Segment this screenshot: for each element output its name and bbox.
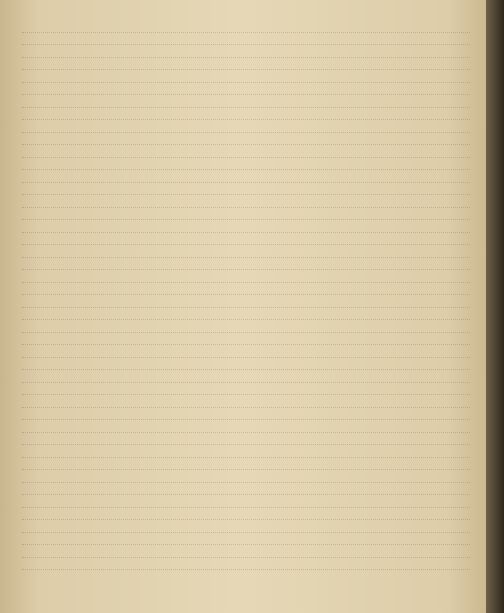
listing-line xyxy=(22,345,470,358)
listing-line xyxy=(22,408,470,421)
listing-line xyxy=(22,95,470,108)
listing-line xyxy=(22,545,470,558)
listing-line xyxy=(22,83,470,96)
listing-line xyxy=(22,70,470,83)
listing-line xyxy=(22,308,470,321)
listing-line xyxy=(22,570,470,575)
listing-line xyxy=(22,320,470,333)
listing-line xyxy=(22,283,470,296)
listing-line xyxy=(22,508,470,521)
listing-line xyxy=(22,220,470,233)
listing-line xyxy=(22,470,470,483)
listing-line xyxy=(22,270,470,283)
listing-line xyxy=(22,258,470,271)
listing-line xyxy=(22,183,470,196)
listing-line xyxy=(22,58,470,71)
listing-line xyxy=(22,145,470,158)
listing-line xyxy=(22,495,470,508)
listing-line xyxy=(22,358,470,371)
book-listing xyxy=(22,20,470,575)
listing-line xyxy=(22,33,470,46)
listing-line xyxy=(22,558,470,571)
listing-line xyxy=(22,170,470,183)
listing-line xyxy=(22,370,470,383)
listing-line xyxy=(22,158,470,171)
listing-line xyxy=(22,45,470,58)
listing-line xyxy=(22,520,470,533)
listing-line xyxy=(22,533,470,546)
listing-line xyxy=(22,120,470,133)
listing-line xyxy=(22,195,470,208)
listing-line xyxy=(22,208,470,221)
listing-line xyxy=(22,108,470,121)
page-edge-shadow xyxy=(486,0,504,613)
listing-line xyxy=(22,383,470,396)
listing-line xyxy=(22,233,470,246)
listing-line xyxy=(22,20,470,33)
listing-line xyxy=(22,295,470,308)
listing-line xyxy=(22,395,470,408)
listing-line xyxy=(22,445,470,458)
listing-line xyxy=(22,458,470,471)
listing-line xyxy=(22,433,470,446)
listing-line xyxy=(22,333,470,346)
listing-line xyxy=(22,420,470,433)
listing-line xyxy=(22,133,470,146)
listing-line xyxy=(22,483,470,496)
listing-line xyxy=(22,245,470,258)
